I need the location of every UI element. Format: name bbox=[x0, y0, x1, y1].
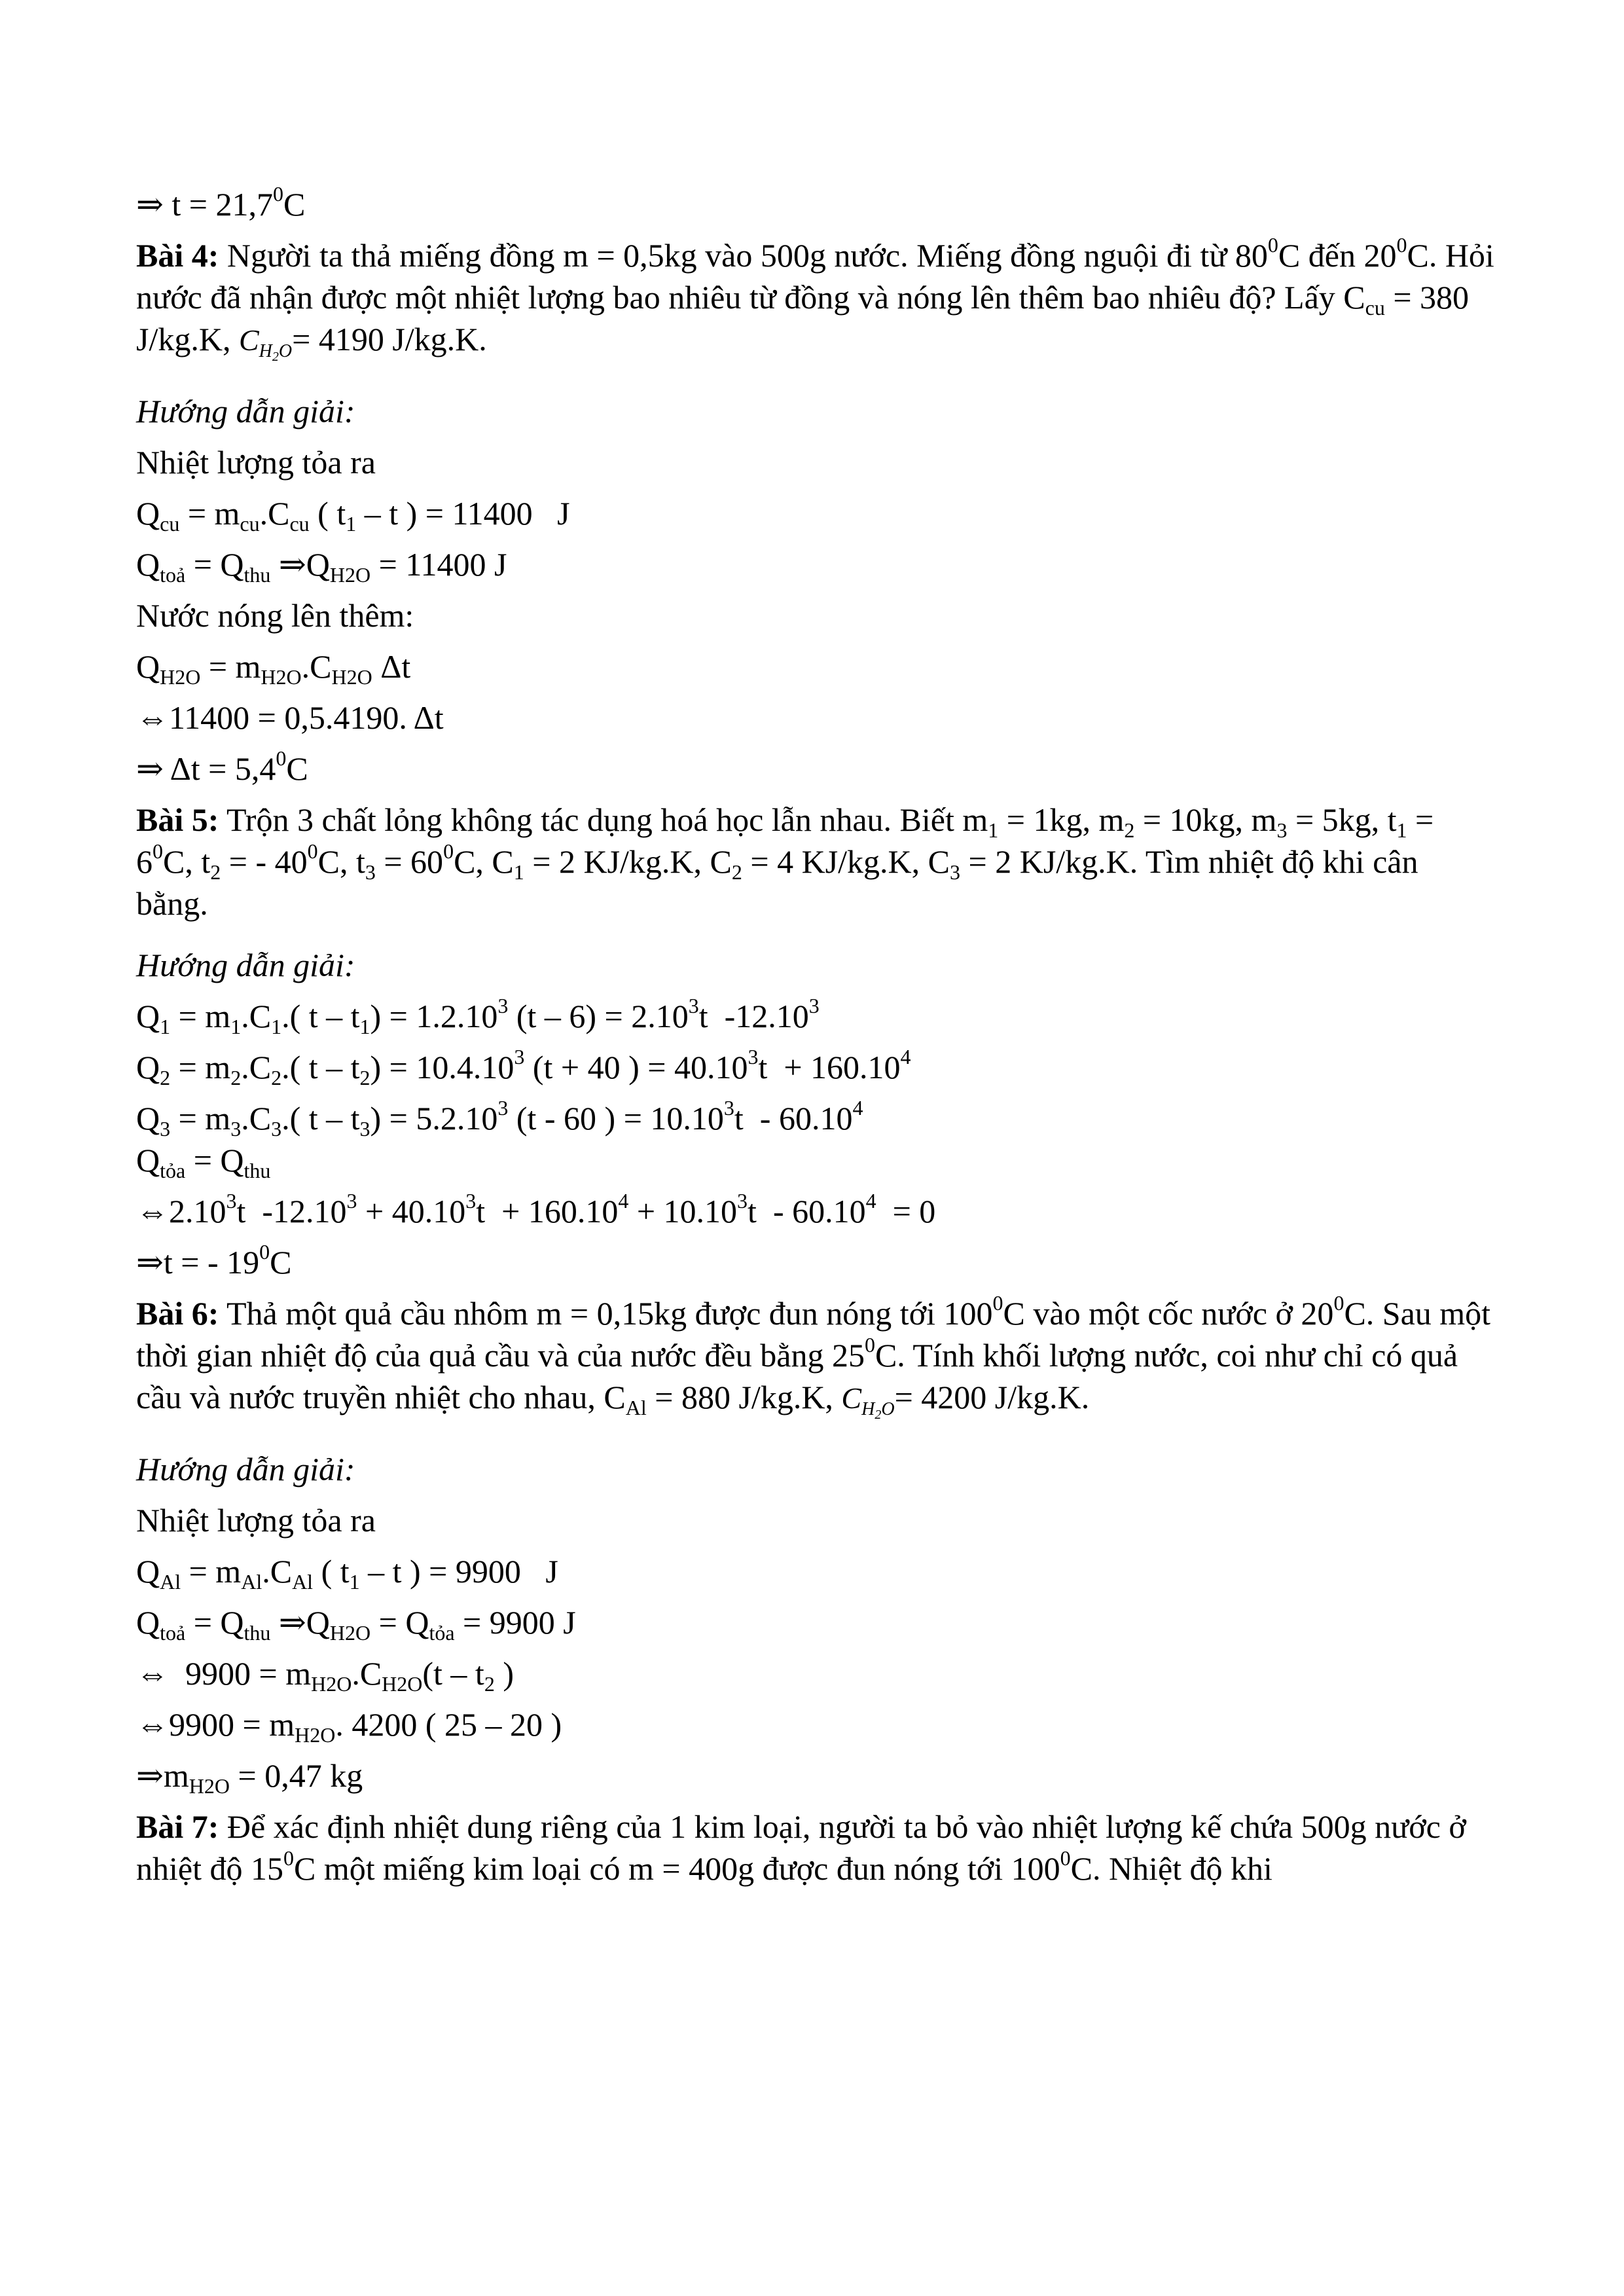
bai5-problem: Bài 5: Trộn 3 chất lỏng không tác dụng hoá học lẫn nhau. Biết $m_1 = 1kg$, $m_2 = 10kg$, $m_3 = 5kg$, $t_1 = 6^0C$, $t_2$ = - $40^0C$, $t_3 = 60^0C$, $C_1 = 2$ KJ/kg.K, $C_2 = 4$ KJ/kg.K, $C_3 = 2$ KJ/kg.K. Tìm nhiệt độ khi cân bằng. bbox=[136, 801, 1434, 922]
bai5-line-6: ⇒t = - $19^0C$ bbox=[136, 1240, 292, 1281]
bai4-line-5: $Q_{H2O} = m_{H2O}.C_{H2O}$ Δt bbox=[136, 648, 411, 689]
bai6-line-1: Nhiệt lượng tỏa ra bbox=[136, 1502, 376, 1539]
bai4-line-2: $Q_{cu} = m_{cu}.C_{cu}$ ( $t_1$ – t ) = 11400 J bbox=[136, 495, 570, 536]
bai4-label: Bài 4: bbox=[136, 237, 219, 274]
bai4-guide-heading: Hướng dẫn giải: bbox=[136, 393, 355, 429]
bai4-problem: Bài 4: Người ta thả miếng đồng m = 0,5kg vào 500g nước. Miếng đồng nguội đi từ $80^0C$ đến $20^0C$. Hỏi nước đã nhận được một nhiệt lượng bao nhiêu từ đồng và nóng lên thêm bao nhiêu độ? Lấy $C_{cu} = 380$ J/kg.K, $C_{H_2O}= 4190$ J/kg.K. bbox=[136, 233, 1494, 364]
bai5-line-3: $Q_3 = m_3.C_3$.( $t - t_3) = 5.2.10^3$ (t - 60 ) = $10.10^3t - 60.10^4$ bbox=[136, 1096, 863, 1140]
bai5-line-1: $Q_1 = m_1.C_1$.( $t - t_1) = 1.2.10^3$ $(t - 6) = 2.10^3t$ -12.10$^3$ bbox=[136, 994, 820, 1038]
document-page bbox=[136, 183, 1498, 1909]
bai5-line-2: $Q_2 = m_2.C_2$.( $t - t_2) = 10.4.10^3$ (t + 40 ) = $40.10^3t + 160.10^4$ bbox=[136, 1045, 911, 1089]
bai4-line-6: ⇔11400 = 0,5.4190. Δt bbox=[136, 699, 444, 736]
bai6-line-2: $Q_{Al} = m_{Al}.C_{Al}$ ( $t_1$ – t ) = 9900 J bbox=[136, 1553, 558, 1594]
bai6-guide-heading: Hướng dẫn giải: bbox=[136, 1451, 355, 1487]
bai4-line-1: Nhiệt lượng tỏa ra bbox=[136, 444, 376, 481]
bai5-label: Bài 5: bbox=[136, 801, 219, 838]
bai6-problem: Bài 6: Thả một quả cầu nhôm m = 0,15kg được đun nóng tới $100^0C$ vào một cốc nước ở $20^0C$. Sau một thời gian nhiệt độ của quả cầu và của nước đều bằng $25^0C$. Tính khối lượng nước, coi như chỉ có quả cầu và nước truyền nhiệt cho nhau, $C_{Al} = 880$ J/kg.K, $C_{H_2O}= 4200$ J/kg.K. bbox=[136, 1291, 1491, 1422]
bai5-line-5: ⇔2.10$^3$t $-12.10^3 + 40.10^3t + 160.10^4 + 10.10^3t - 60.10^4 = 0$ bbox=[136, 1189, 936, 1230]
bai6-line-3: $Q_{toả} = Q_{thu}$ $\Rightarrow Q_{H2O} = Q_{tỏa} = 9900$ J bbox=[136, 1604, 576, 1645]
bai6-line-5: ⇔9900 = $m_{H2O}$. 4200 ( 25 – 20 ) bbox=[136, 1706, 562, 1747]
bai7-label: Bài 7: bbox=[136, 1808, 219, 1845]
bai4-line-4: Nước nóng lên thêm: bbox=[136, 597, 414, 634]
bai6-label: Bài 6: bbox=[136, 1295, 219, 1332]
result-line: ⇒ $t = 21,7^0C$ bbox=[136, 182, 306, 223]
bai7-problem: Bài 7: Để xác định nhiệt dung riêng của 1 kim loại, người ta bỏ vào nhiệt lượng kế chứa 500g nước ở nhiệt độ $15^0C$ một miếng kim loại có m = 400g được đun nóng tới $100^0C$. Nhiệt độ khi bbox=[136, 1808, 1466, 1887]
bai6-line-4: ⇔ $9900 = m_{H2O}.C_{H2O}(t - t_2$ ) bbox=[136, 1655, 514, 1696]
bai4-line-3: $Q_{toả} = Q_{thu}$ $\Rightarrow Q_{H2O} = 11400$ J bbox=[136, 546, 507, 587]
bai5-line-4: $Q_{tỏa} = Q_{thu}$ bbox=[136, 1142, 271, 1182]
bai5-guide-heading: Hướng dẫn giải: bbox=[136, 947, 355, 983]
bai6-line-6: $\Rightarrow m_{H2O} = 0,47$ kg bbox=[136, 1757, 363, 1798]
bai4-line-7: ⇒ $\Delta t = 5,4^0C$ bbox=[136, 746, 308, 787]
